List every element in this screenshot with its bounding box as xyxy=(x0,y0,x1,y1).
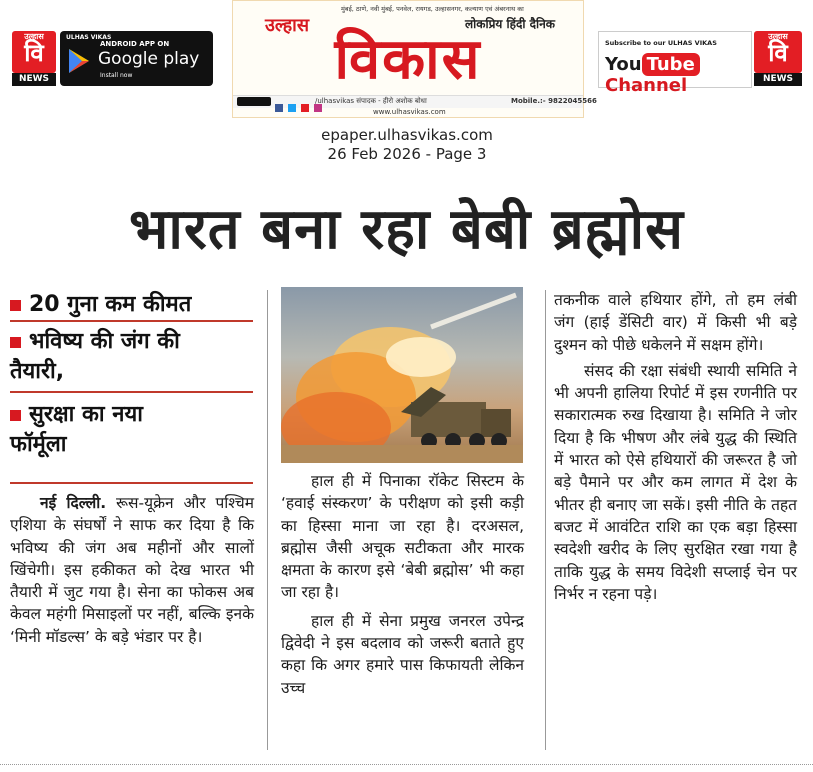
rocket-launch-photo xyxy=(281,287,523,463)
edition-date-page: 26 Feb 2026 - Page 3 xyxy=(327,145,487,163)
article-column-2 xyxy=(281,470,524,699)
rocket-launcher-illustration xyxy=(281,287,523,463)
youtube-icon xyxy=(301,104,309,112)
column-2-paragraph-1: हाल ही में पिनाका रॉकेट सिस्टम के ‘हवाई संस्करण’ के परीक्षण को इसी कड़ी का हिस्सा माना जा रहा है। दरअसल, ब्रह्मोस जैसी अचूक सटीकता और मारक क्षमता के कारण इसे ‘बेबी ब्रह्मोस’ भी कहा जा रहा है। xyxy=(281,472,524,602)
bullet-text-cont: फॉर्मूला xyxy=(10,432,67,457)
column-1-text: रूस-यूक्रेन और पश्चिम एशिया के संघर्षों ने साफ कर दिया है कि भविष्य की जंग अब महीनों और सालों खिंचेगी। इस हकीकत को देख भारत भी तैयारी में जुट गया है। सेना का फोकस अब केवल महंगी मिसाइलों पर नहीं, बल्कि इनके ‘मिनी मॉडल्स’ के बड़े भंडार पर है। xyxy=(10,494,254,646)
right-logo xyxy=(754,31,802,86)
bullet-price xyxy=(10,290,255,320)
facebook-icon xyxy=(275,104,283,112)
article-headline: भारत बना रहा बेबी ब्रह्मोस xyxy=(128,197,685,262)
article-column-3 xyxy=(554,289,797,605)
bullet-text-cont: तैयारी, xyxy=(10,359,65,384)
you-text: You xyxy=(605,54,642,75)
dateline: नई दिल्ली. xyxy=(40,494,107,512)
youtube-logo xyxy=(605,54,751,96)
bullet-marker-icon xyxy=(10,410,21,421)
masthead-small-title: उल्हास xyxy=(265,15,310,36)
google-play-mini-icon xyxy=(237,97,271,106)
masthead xyxy=(232,0,597,118)
channel-text: Channel xyxy=(605,75,688,96)
bullet-marker-icon xyxy=(10,300,21,311)
left-app-badge[interactable] xyxy=(12,31,213,86)
column-3-paragraph-2: संसद की रक्षा संबंधी स्थायी समिति ने भी अपनी हालिया रिपोर्ट में इस रणनीति पर सकारात्मक रुख दिखाया है। समिति ने जोर दिया है कि भीषण और लंबे युद्ध की स्थिति में भारत को ऐसे हथियारों की जरूरत है जो बड़े पैमाने पर और कम लागत में देश के भीतर ही बनाए जा सकें। इसी नीति के तहत बजट में आवंटित राशि का एक बड़ा हिस्सा स्वदेशी खरीद के लिए सुरक्षित रखा गया है ताकि युद्ध के समय विदेशी सप्लाई चेन पर निर्भर न रहना पड़े। xyxy=(554,361,797,603)
epaper-site[interactable]: epaper.ulhasvikas.com xyxy=(321,126,493,144)
bullet-divider xyxy=(10,482,253,484)
ulhas-vikas-logo-right xyxy=(754,31,802,73)
bullet-security xyxy=(10,400,255,460)
bullet-divider xyxy=(10,391,253,393)
masthead-tagline: लोकप्रिय हिंदी दैनिक xyxy=(465,17,556,31)
masthead-website: www.ulhasvikas.com xyxy=(373,108,446,116)
logo-top-text: उल्हास xyxy=(24,32,44,41)
bullet-text: सुरक्षा का नया xyxy=(29,402,143,427)
masthead-cities: मुंबई, ठाणे, नवी मुंबई, पनवेल, रायगड, उल्हासनगर, कल्याण एवं अंबरनाथ का xyxy=(341,5,524,13)
news-label: NEWS xyxy=(12,73,56,86)
bullet-text: भविष्य की जंग की xyxy=(29,329,180,354)
brand-text: ULHAS VIKAS xyxy=(66,34,112,41)
column-3-paragraph-1: तकनीक वाले हथियार होंगे, तो हम लंबी जंग (हाई डेंसिटी वार) में किसी भी बड़े दुश्मन को पीछे धकेलने में सक्षम होंगे। xyxy=(554,291,797,354)
masthead-mobile: Mobile.:- 9822045566 xyxy=(511,97,597,105)
twitter-icon xyxy=(288,104,296,112)
logo-letter: वि xyxy=(24,39,44,67)
column-rule xyxy=(267,290,268,750)
ulhas-vikas-logo xyxy=(12,31,56,73)
app-line: ANDROID APP ON xyxy=(100,40,170,48)
column-rule xyxy=(545,290,546,750)
youtube-subscribe-badge[interactable] xyxy=(598,31,752,96)
store-name: Google play xyxy=(98,49,200,69)
google-play-button[interactable] xyxy=(60,31,213,86)
masthead-title: विकास xyxy=(334,26,482,92)
logo-letter-right: वि xyxy=(768,39,788,67)
bullet-divider xyxy=(10,320,253,322)
column-divider-horizontal xyxy=(0,764,813,766)
masthead-footer-info: /ulhasvikas संपादक - हीरो अशोक बोधा xyxy=(315,97,427,105)
subscribe-text: Subscribe to our ULHAS VIKAS xyxy=(605,39,717,47)
column-2-paragraph-2: हाल ही में सेना प्रमुख जनरल उपेन्द्र द्विवेदी ने इस बदलाव को जरूरी बताते हुए कहा कि अगर हमारे पास किफायती लेकिन उच्च xyxy=(281,611,524,697)
bullet-future-war xyxy=(10,327,255,387)
install-text: Install now xyxy=(100,72,133,79)
tube-text: Tube xyxy=(642,53,700,76)
logo-top-text-right: उल्हास xyxy=(768,32,788,41)
news-label-right: NEWS xyxy=(754,73,802,86)
bullet-text: 20 गुना कम कीमत xyxy=(29,292,192,317)
bullet-marker-icon xyxy=(10,337,21,348)
play-store-icon xyxy=(68,48,90,74)
article-column-1 xyxy=(10,492,254,648)
